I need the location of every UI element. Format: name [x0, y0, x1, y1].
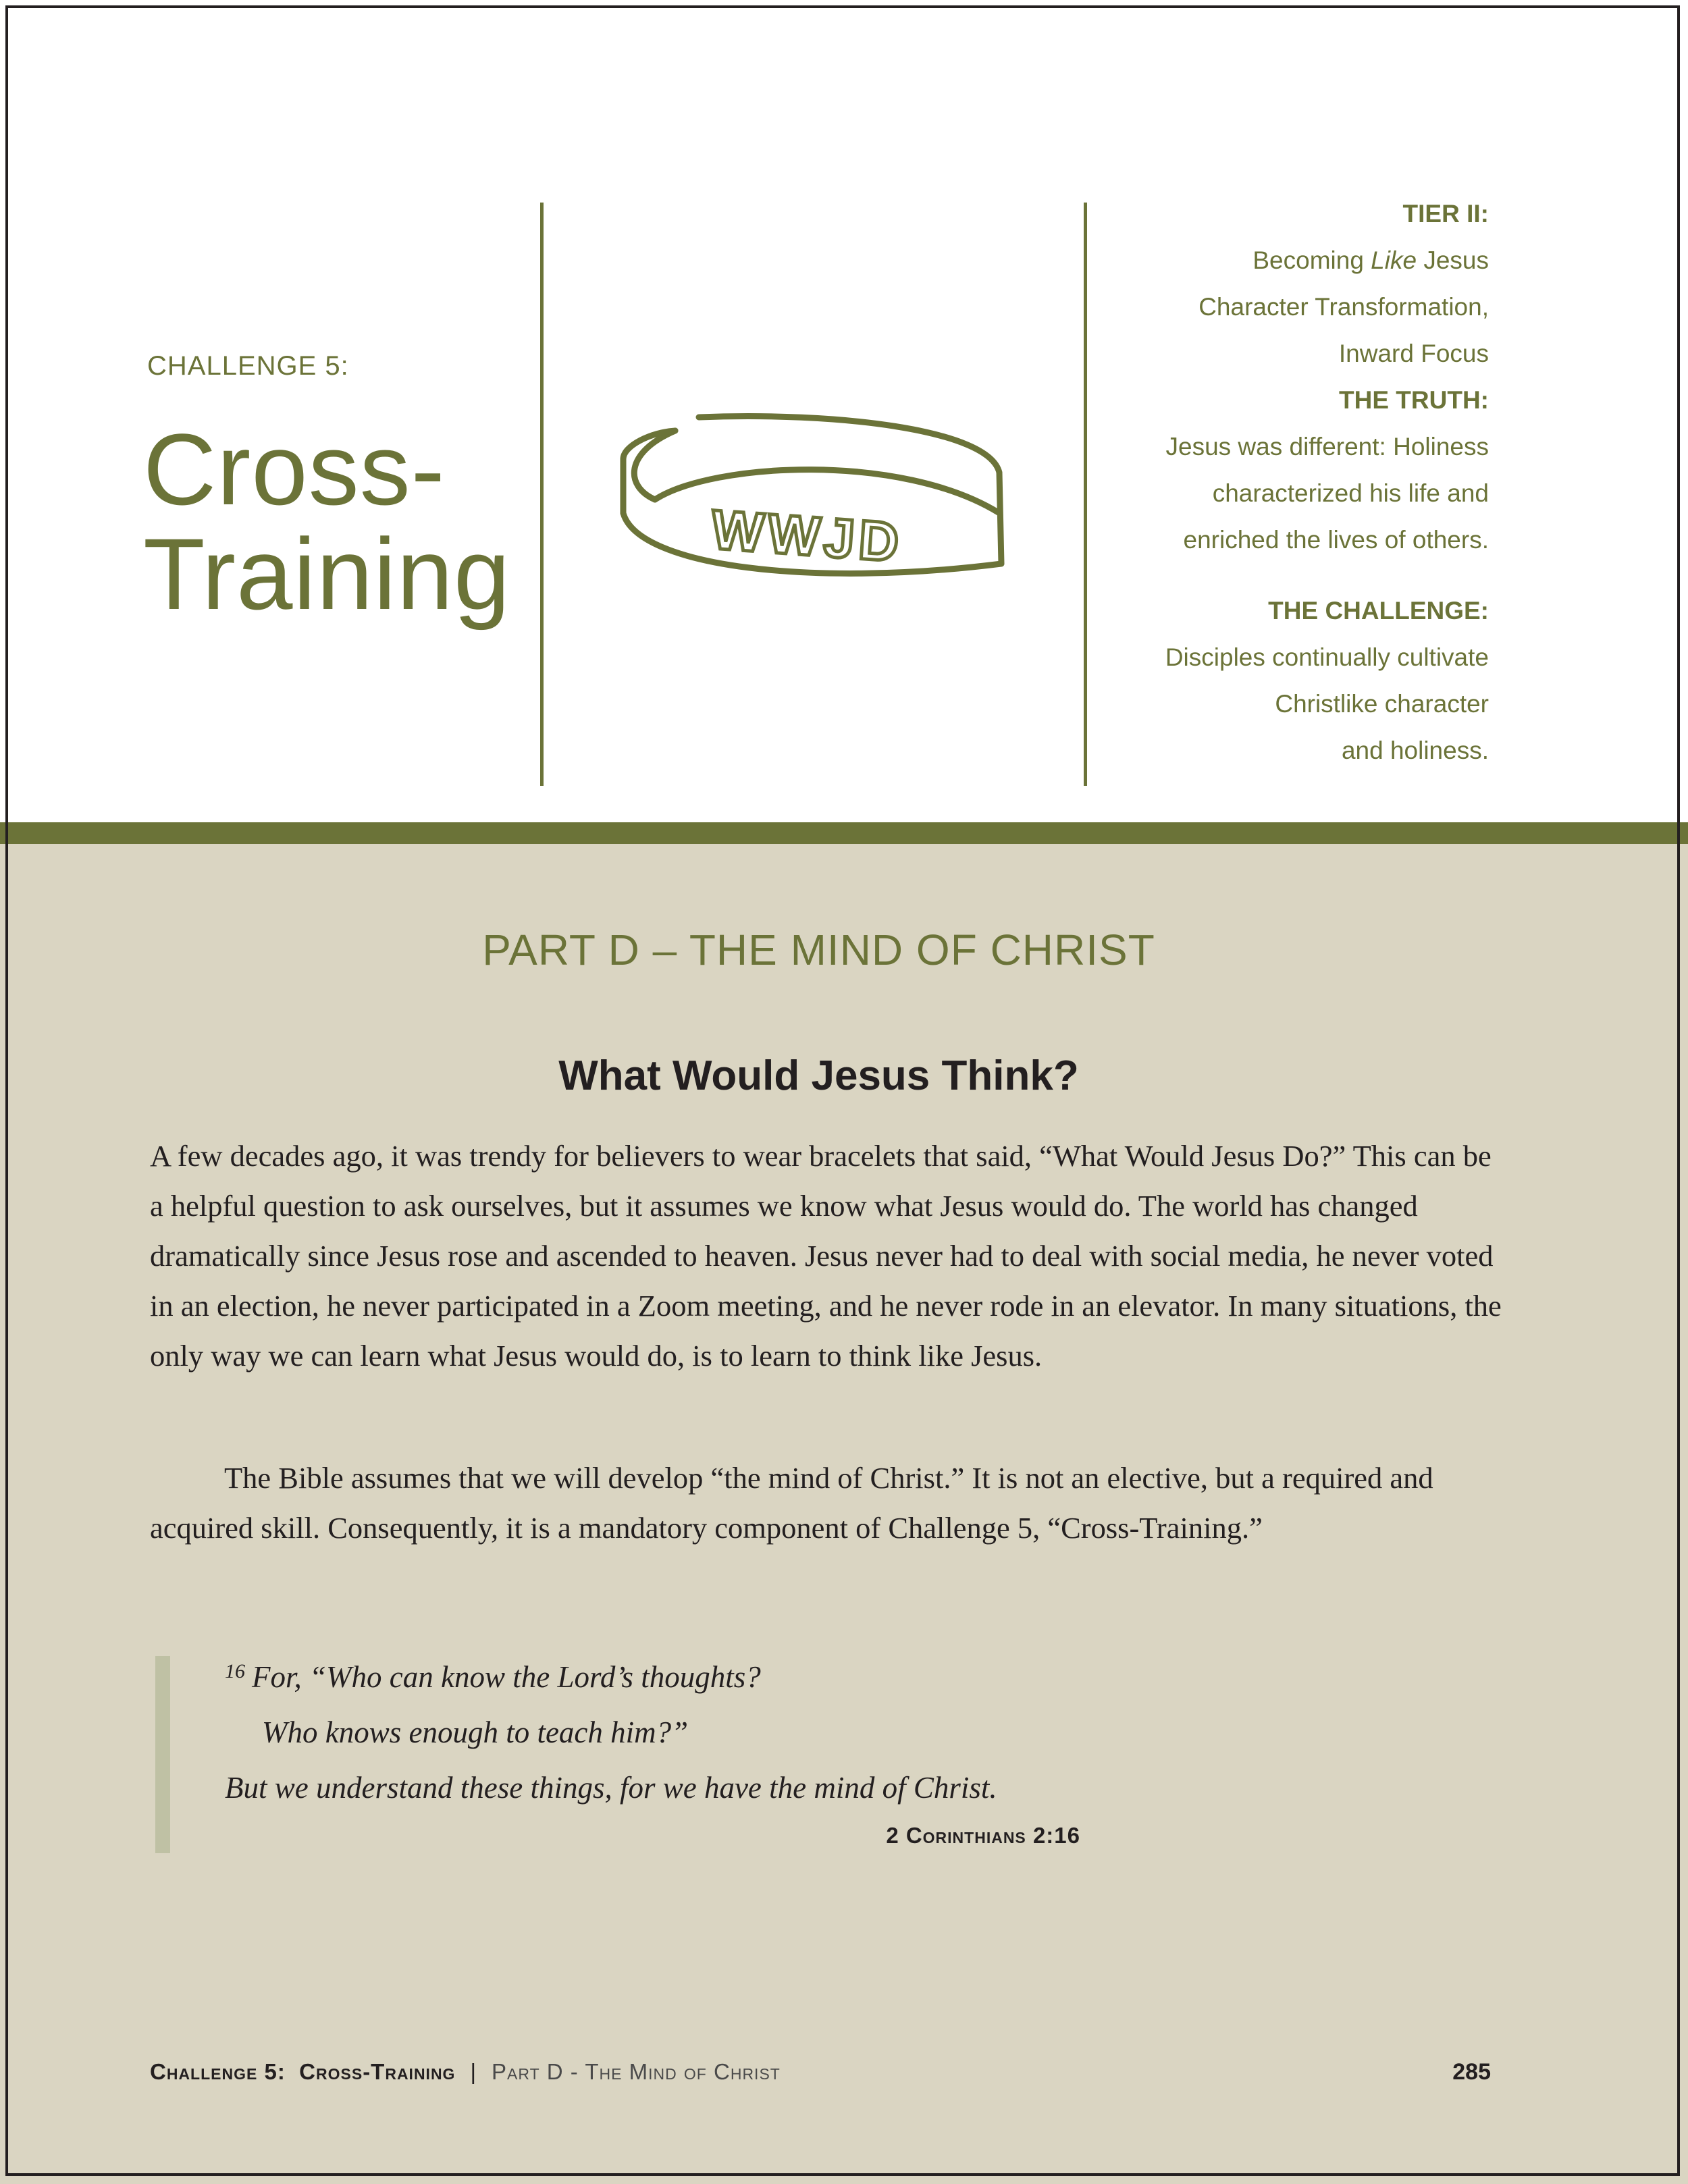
- footer-section: Part D - The Mind of Christ: [492, 2059, 781, 2084]
- quote-line2-text: Who knows enough to teach him?”: [262, 1715, 689, 1749]
- challenge-heading: THE CHALLENGE:: [1268, 597, 1489, 624]
- page-title-line1: Cross-: [143, 412, 446, 526]
- tier-line3: Inward Focus: [1338, 340, 1489, 367]
- truth-line3: enriched the lives of others.: [1183, 526, 1489, 554]
- spacer: [1016, 563, 1489, 587]
- page-number: 285: [1452, 2059, 1491, 2085]
- challenge-label: CHALLENGE 5:: [147, 351, 349, 381]
- truth-line2: characterized his life and: [1212, 479, 1489, 507]
- tier-line1-pre: Becoming: [1252, 246, 1371, 274]
- quote-line2: [225, 1705, 1373, 1760]
- tier-line2: Character Transformation,: [1198, 293, 1489, 321]
- quote-bar: [155, 1656, 170, 1853]
- body-paragraph-1: A few decades ago, it was trendy for believers to wear bracelets that said, “What Would Jesus Do?” This can be a helpful question to ask ourselves, but it assumes we know what Jesus would do. The world has changed dramatically since Jesus rose and ascended to heaven. Jesus never had to deal with social media, he never voted in an election, he never participated in a Zoom meeting, and he never rode in an elevator. In many situations, the only way we can learn what Jesus would do, is to learn to think like Jesus.: [150, 1139, 1502, 1373]
- scripture-reference: 2 Corinthians 2:16: [886, 1823, 1080, 1848]
- quote-line3: But we understand these things, for we have the mind of Christ.: [225, 1771, 997, 1805]
- tier-line1-em: Like: [1371, 246, 1417, 274]
- sidebar-summary: [1016, 190, 1489, 774]
- part-title: PART D – THE MIND OF CHRIST: [482, 926, 1155, 974]
- truth-line1: Jesus was different: Holiness: [1165, 433, 1489, 460]
- challenge-line3: and holiness.: [1341, 737, 1489, 764]
- section-subtitle: What Would Jesus Think?: [558, 1053, 1079, 1099]
- footer-separator: |: [470, 2059, 477, 2084]
- body-paragraph-2-text: The Bible assumes that we will develop “the mind of Christ.” It is not an elective, but a required and acquired skill. Consequently, it is a mandatory component of Challenge 5, “Cross-Training.”: [150, 1461, 1433, 1545]
- body-paragraph-2: [150, 1453, 1507, 1553]
- challenge-line1: Disciples continually cultivate: [1165, 643, 1489, 671]
- footer-chapter: Challenge 5: Cross-Training: [150, 2059, 456, 2084]
- truth-heading: THE TRUTH:: [1339, 386, 1489, 414]
- tier-line1: [1016, 237, 1489, 284]
- tier-heading: TIER II:: [1402, 200, 1489, 228]
- scripture-quote: [225, 1644, 1373, 1815]
- verse-number: 16: [225, 1660, 245, 1682]
- tier-line1-post: Jesus: [1417, 246, 1489, 274]
- running-footer: [150, 2059, 781, 2085]
- quote-line1: [225, 1644, 1373, 1705]
- wristband-icon: [611, 398, 1016, 594]
- vertical-divider-left: [540, 203, 544, 786]
- page-title-line2: Training: [143, 517, 511, 631]
- bracelet-text: WWJD: [709, 499, 905, 574]
- quote-line1-text: For, “Who can know the Lord’s thoughts?: [252, 1660, 761, 1694]
- section-divider-bar: [0, 822, 1688, 844]
- challenge-line2: Christlike character: [1275, 690, 1489, 718]
